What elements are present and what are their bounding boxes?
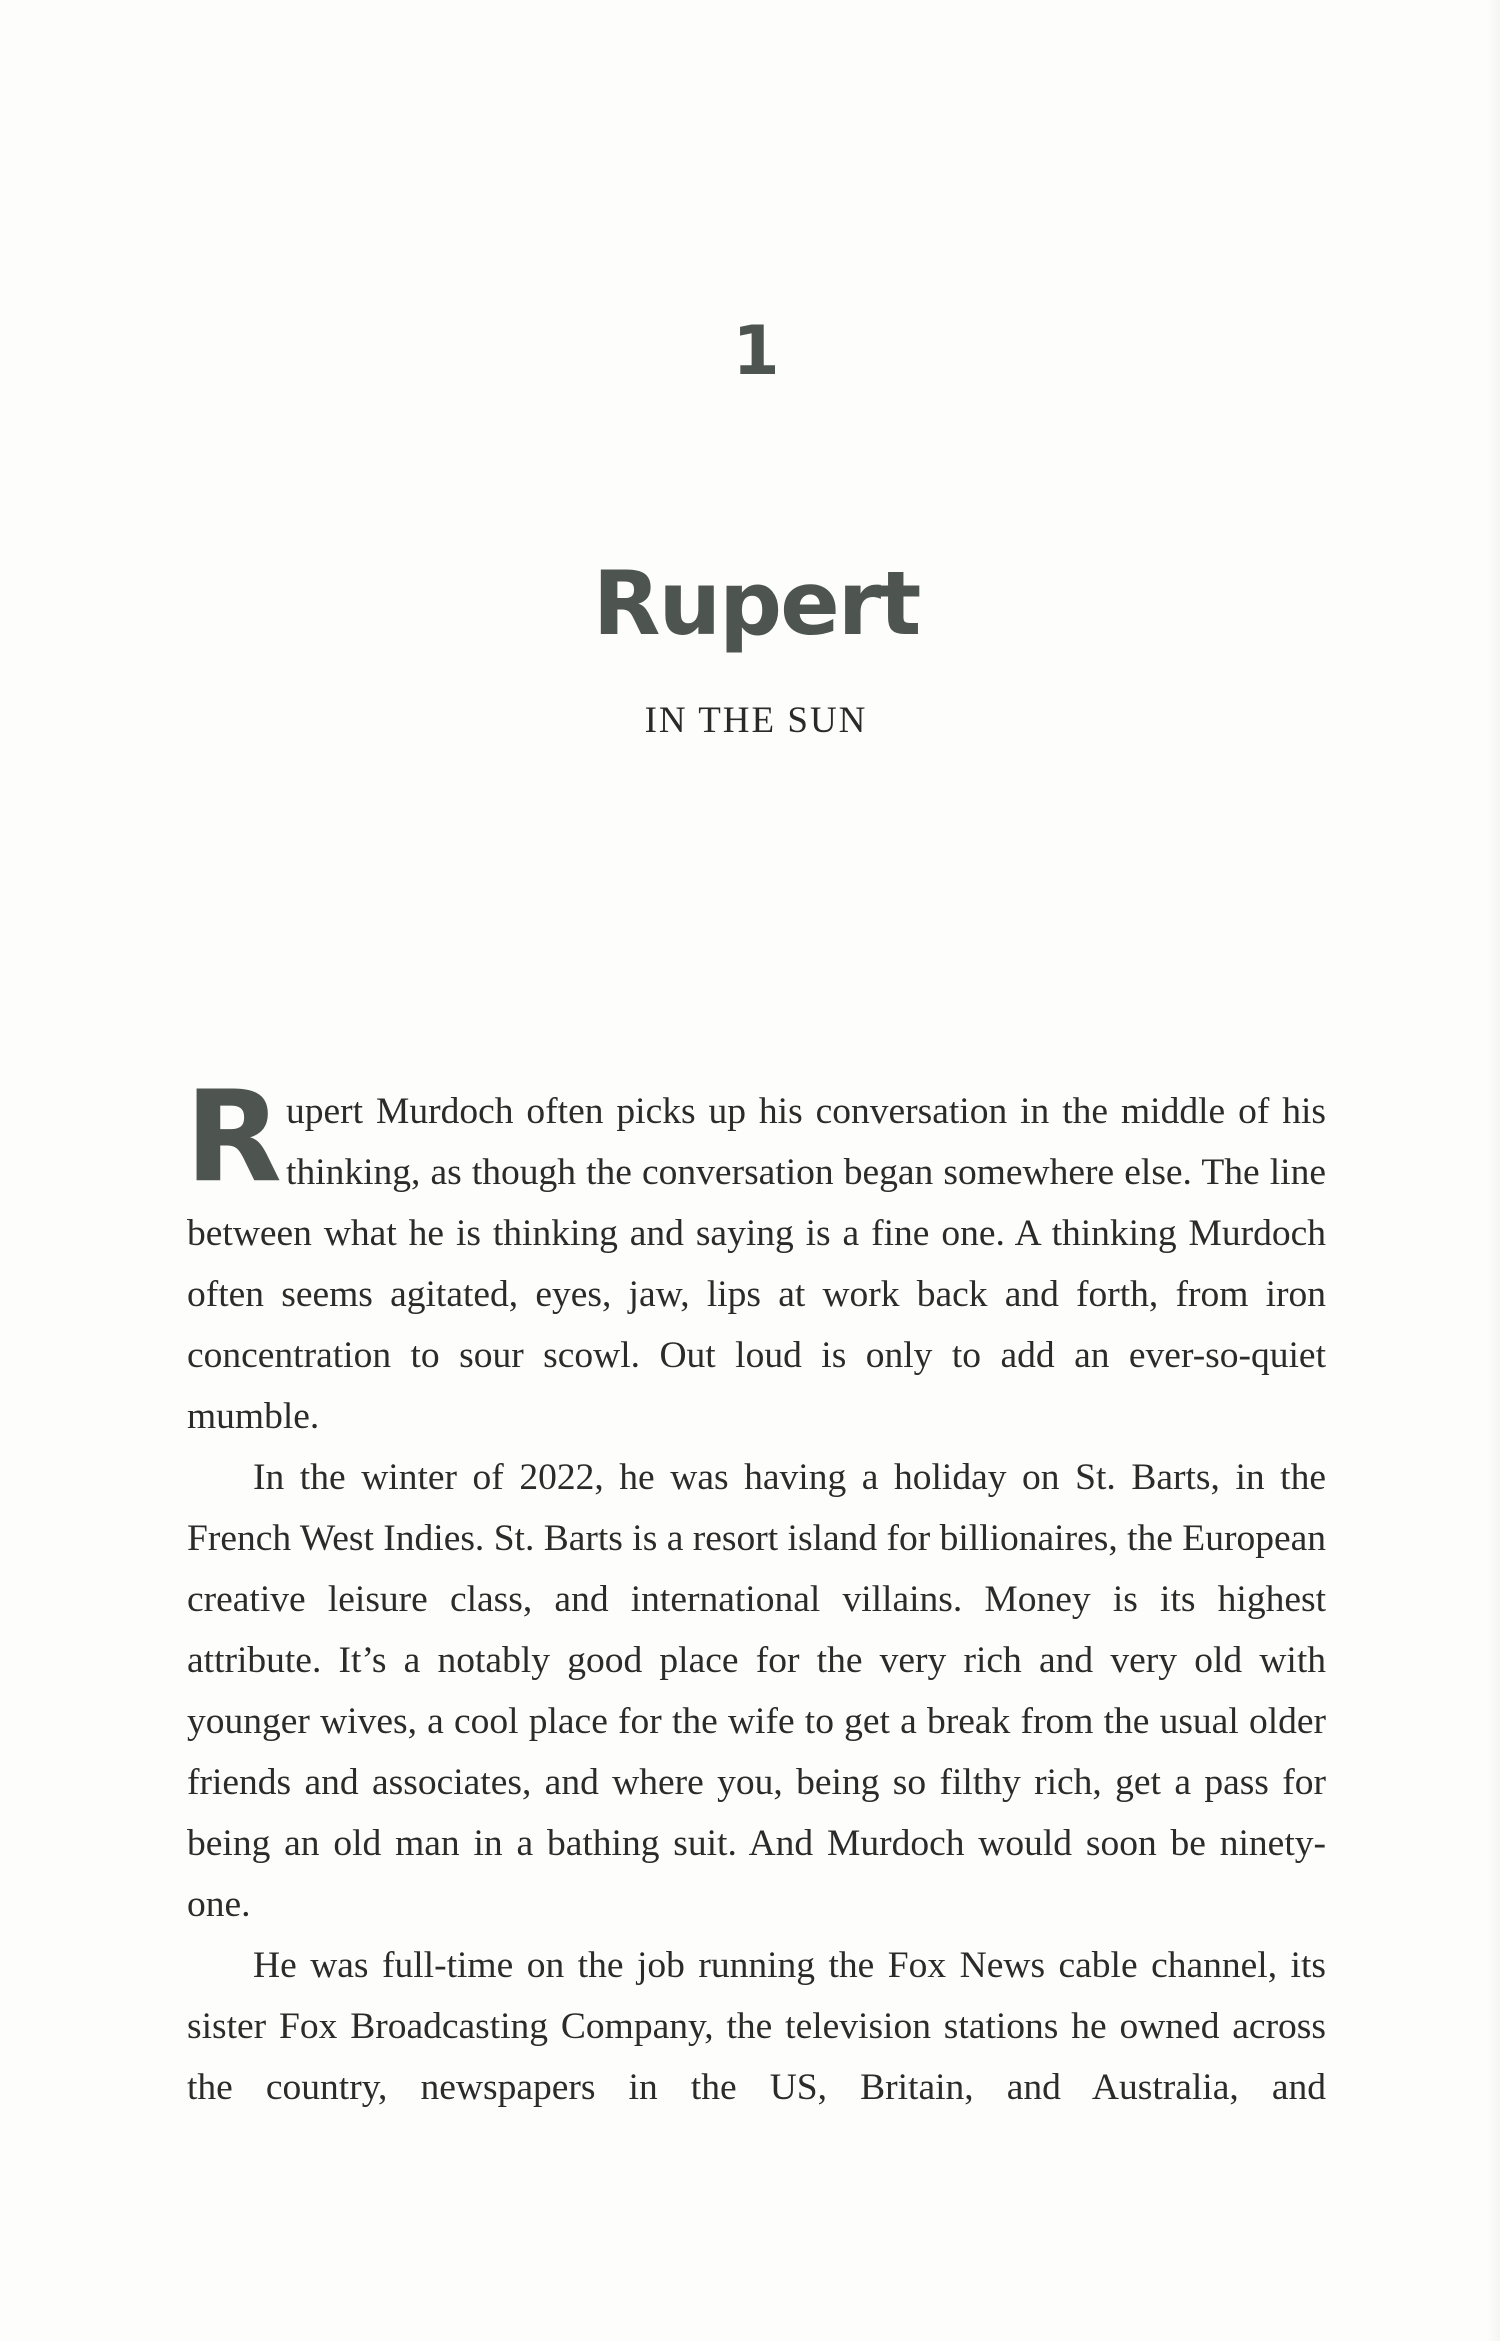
paragraph-1: [185, 1063, 1326, 1447]
paragraph-1-text: upert Murdoch often picks up his conversation in the middle of his thinking, as though the conversation began somewhere else. The line between what he is thinking and saying is a fine one. A thinking Murdoch often seems agitated, eyes, jaw, lips at work back and forth, from iron concentration to sour scowl. Out loud is only to add an ever-so-quiet mumble.: [187, 1091, 1326, 1437]
chapter-subtitle: IN THE SUN: [644, 700, 868, 741]
paragraph-2: In the winter of 2022, he was having a holiday on St. Barts, in the French West Indies. St. Barts is a resort island for billionaires, the European creative leisure class, and international villains. Money is its highest attribute. It’s a notably good place for the very rich and very old with younger wives, a cool place for the wife to get a break from the usual older friends and associates, and where you, being so filthy rich, get a pass for being an old man in a bathing suit. And Murdoch would soon be ninety-one.: [187, 1457, 1326, 1925]
chapter-number: 1: [732, 312, 780, 391]
chapter-title: Rupert: [592, 552, 920, 655]
drop-cap: R: [185, 1063, 281, 1210]
body-text: [185, 1063, 1326, 2118]
paragraph-3: He was full-time on the job running the Fox News cable channel, its sister Fox Broadcasting Company, the television stations he owned across the country, newspapers in the US, Britain, and Australia, and: [187, 1945, 1326, 2108]
page-edge-shade: [1486, 0, 1500, 2341]
